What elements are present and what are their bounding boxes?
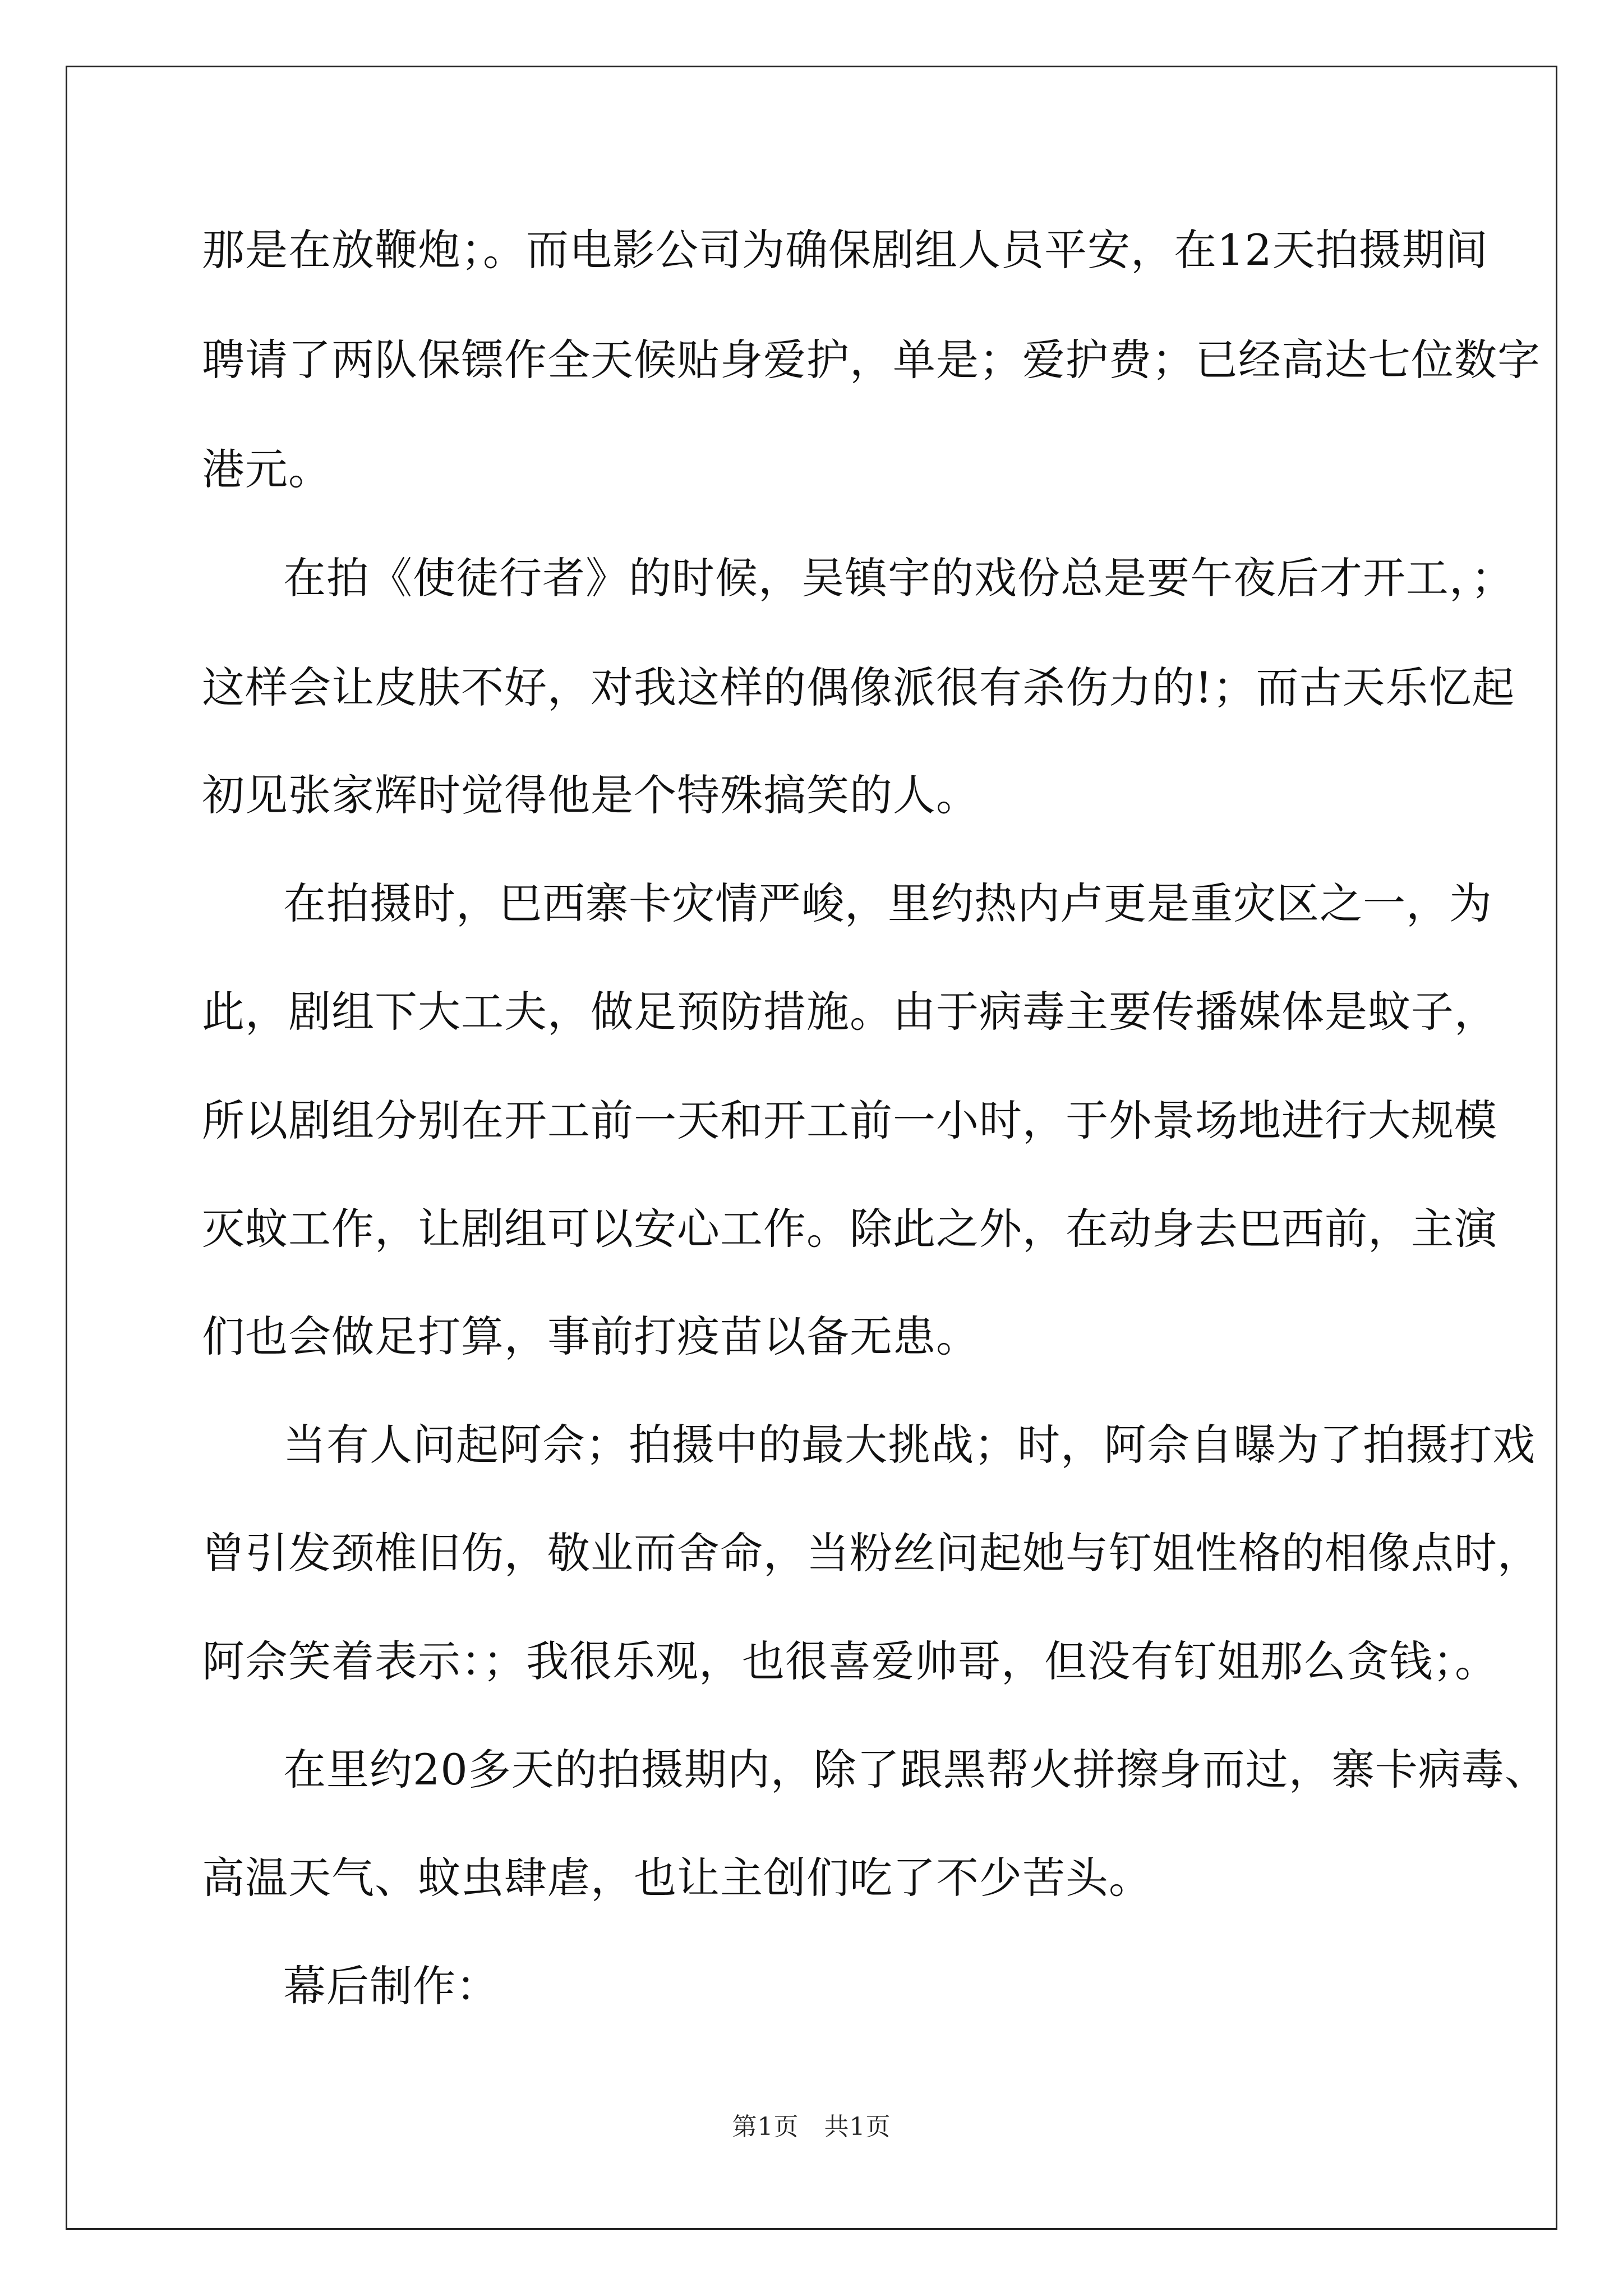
page-number-footer: 第1页 共1页 [732, 2113, 891, 2141]
paragraph-line: 港元。 [202, 444, 331, 494]
paragraph-line: 所以剧组分别在开工前一天和开工前一小时，于外景场地进行大规模 [202, 1096, 1497, 1145]
paragraph-line: 在里约20多天的拍摄期内，除了跟黑帮火拼擦身而过，寨卡病毒、 [283, 1745, 1548, 1795]
paragraph-line: 阿佘笑着表示：；我很乐观，也很喜爱帅哥，但没有钉姐那么贪钱；。 [202, 1636, 1498, 1686]
paragraph-line: 在拍摄时，巴西寨卡灾情严峻，里约热内卢更是重灾区之一，为 [283, 878, 1492, 928]
paragraph-line: 们也会做足打算，事前打疫苗以备无患。 [202, 1312, 979, 1361]
page-border [66, 66, 1557, 2230]
paragraph-line: 高温天气、蚊虫肆虐，也让主创们吃了不少苦头。 [202, 1853, 1152, 1903]
paragraph-line: 这样会让皮肤不好，对我这样的偶像派很有杀伤力的!；而古天乐忆起 [202, 662, 1515, 712]
paragraph-line: 聘请了两队保镖作全天候贴身爱护，单是；爱护费；已经高达七位数字 [202, 335, 1541, 385]
paragraph-line: 当有人问起阿佘；拍摄中的最大挑战；时，阿佘自曝为了拍摄打戏 [283, 1420, 1536, 1470]
paragraph-line: 灭蚊工作，让剧组可以安心工作。除此之外，在动身去巴西前，主演 [202, 1204, 1497, 1254]
paragraph-line: 幕后制作： [283, 1961, 499, 2011]
paragraph-line: 在拍《使徒行者》的时候，吴镇宇的戏份总是要午夜后才开工，； [283, 553, 1514, 603]
paragraph-line: 那是在放鞭炮；。而电影公司为确保剧组人员平安，在12天拍摄期间 [202, 225, 1488, 275]
paragraph-line: 此，剧组下大工夫，做足预防措施。由于病毒主要传播媒体是蚊子， [202, 987, 1497, 1037]
paragraph-line: 曾引发颈椎旧伤，敬业而舍命，当粉丝问起她与钉姐性格的相像点时， [202, 1528, 1541, 1578]
paragraph-line: 初见张家辉时觉得他是个特殊搞笑的人。 [202, 770, 979, 820]
